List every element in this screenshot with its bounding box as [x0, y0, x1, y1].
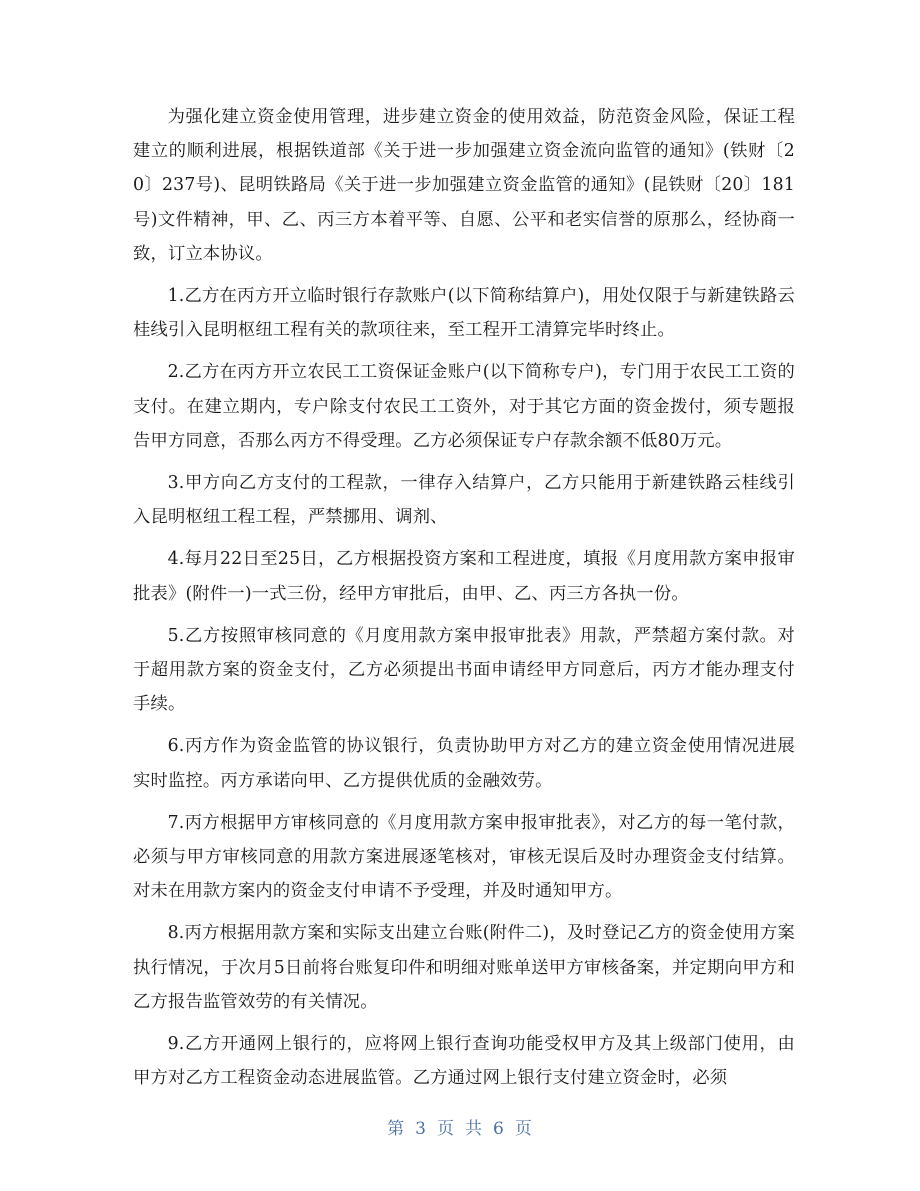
paragraph-clause-1: 1.乙方在丙方开立临时银行存款账户(以下简称结算户)，用处仅限于与新建铁路云桂线引入昆明枢纽工程有关的款项往来，至工程开工清算完毕时终止。: [133, 286, 795, 341]
paragraph-clause-3: 3.甲方向乙方支付的工程款，一律存入结算户，乙方只能用于新建铁路云桂线引入昆明枢纽工程工程，严禁挪用、调剂、: [133, 473, 795, 528]
paragraph-clause-6: 6.丙方作为资金监管的协议银行，负责协助甲方对乙方的建立资金使用情况进展实时监控。丙方承诺向甲、乙方提供优质的金融效劳。: [133, 736, 795, 791]
footer-page-unit: 页: [437, 1119, 455, 1139]
page-footer: [0, 1114, 920, 1139]
footer-total-unit: 页: [514, 1119, 533, 1139]
paragraph-clause-7: 7.丙方根据甲方审核同意的《月度用款方案申报审批表》，对乙方的每一笔付款，必须与甲方审核同意的用款方案进展逐笔核对，审核无误后及时办理资金支付结算。对未在用款方案内的资金支付申请不予受理，并及时通知甲方。: [133, 812, 795, 902]
paragraph-clause-4: 4.每月22日至25日，乙方根据投资方案和工程进度，填报《月度用款方案申报审批表》(附件一)一式三份，经甲方审批后，由甲、乙、丙三方各执一份。: [133, 549, 795, 604]
paragraph-clause-2: 2.乙方在丙方开立农民工工资保证金账户(以下简称专户)，专门用于农民工工资的支付。在建立期内，专户除支付农民工工资外，对于其它方面的资金拨付，须专题报告甲方同意，否那么丙方不得受理。乙方必须保证专户存款余额不低80万元。: [133, 362, 795, 451]
paragraph-clause-9: 9.乙方开通网上银行的，应将网上银行查询功能受权甲方及其上级部门使用，由甲方对乙方工程资金动态进展监管。乙方通过网上银行支付建立资金时，必须: [133, 1034, 795, 1089]
paragraph-clause-5: 5.乙方按照审核同意的《月度用款方案申报审批表》用款，严禁超方案付款。对于超用款方案的资金支付，乙方必须提出书面申请经甲方同意后，丙方才能办理支付手续。: [133, 625, 795, 715]
paragraph-clause-8: 8.丙方根据用款方案和实际支出建立台账(附件二)，及时登记乙方的资金使用方案执行情况，于次月5日前将台账复印件和明细对账单送甲方审核备案，并定期向甲方和乙方报告监管效劳的有关情况。: [133, 923, 795, 1012]
footer-current-page: 3: [415, 1119, 427, 1139]
footer-prefix: 第: [387, 1119, 406, 1139]
document-body: [133, 100, 795, 1103]
paragraph-preamble: 为强化建立资金使用管理，进步建立资金的使用效益，防范资金风险，保证工程建立的顺利进展，根据铁道部《关于进一步加强建立资金流向监管的通知》(铁财〔20〕237号)、昆明铁路局《关于进一步加强建立资金监管的通知》(昆铁财〔20〕181号)文件精神，甲、乙、丙三方本着平等、自愿、公平和老实信誉的原那么，经协商一致，订立本协议。: [133, 107, 795, 264]
footer-total-prefix: 共: [465, 1119, 483, 1139]
footer-total-pages: 6: [493, 1119, 505, 1139]
